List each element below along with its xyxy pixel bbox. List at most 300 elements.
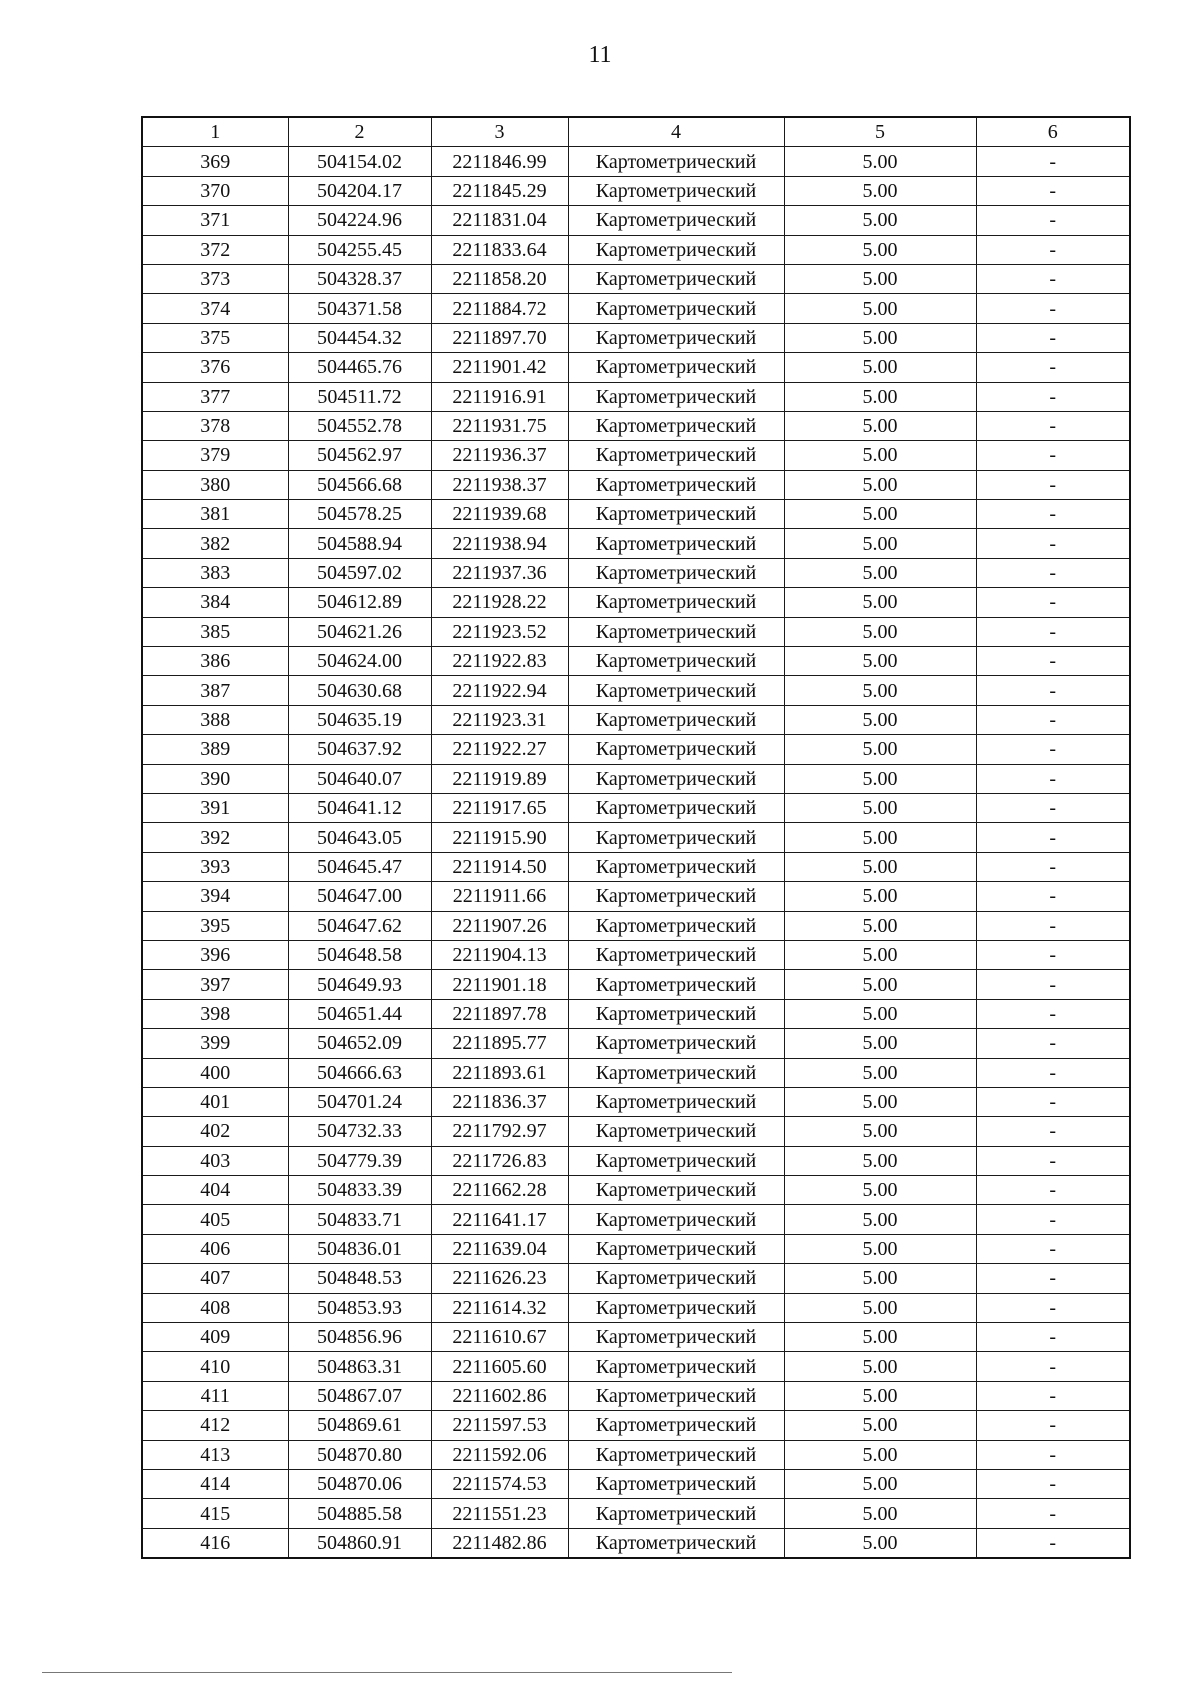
accuracy-cell: 5.00 xyxy=(784,176,976,205)
method-cell: Картометрический xyxy=(568,1323,784,1352)
point-number-cell: 395 xyxy=(142,911,288,940)
method-cell: Картометрический xyxy=(568,558,784,587)
description-cell: - xyxy=(976,529,1130,558)
point-number-cell: 389 xyxy=(142,735,288,764)
x-coordinate-cell: 504885.58 xyxy=(288,1499,431,1528)
table-row xyxy=(142,147,1130,176)
table-row xyxy=(142,1440,1130,1469)
method-cell: Картометрический xyxy=(568,382,784,411)
accuracy-cell: 5.00 xyxy=(784,823,976,852)
description-cell: - xyxy=(976,823,1130,852)
method-cell: Картометрический xyxy=(568,176,784,205)
method-cell: Картометрический xyxy=(568,1381,784,1410)
table-row xyxy=(142,999,1130,1028)
table-row xyxy=(142,529,1130,558)
point-number-cell: 392 xyxy=(142,823,288,852)
table-row xyxy=(142,1087,1130,1116)
table-row xyxy=(142,940,1130,969)
table-row xyxy=(142,852,1130,881)
table-row xyxy=(142,1499,1130,1528)
point-number-cell: 406 xyxy=(142,1234,288,1263)
x-coordinate-cell: 504647.00 xyxy=(288,882,431,911)
method-cell: Картометрический xyxy=(568,705,784,734)
method-cell: Картометрический xyxy=(568,1176,784,1205)
x-coordinate-cell: 504647.62 xyxy=(288,911,431,940)
table-row xyxy=(142,353,1130,382)
method-cell: Картометрический xyxy=(568,147,784,176)
description-cell: - xyxy=(976,882,1130,911)
y-coordinate-cell: 2211614.32 xyxy=(431,1293,568,1322)
point-number-cell: 390 xyxy=(142,764,288,793)
y-coordinate-cell: 2211937.36 xyxy=(431,558,568,587)
table-row xyxy=(142,1029,1130,1058)
y-coordinate-cell: 2211911.66 xyxy=(431,882,568,911)
accuracy-cell: 5.00 xyxy=(784,735,976,764)
description-cell: - xyxy=(976,1264,1130,1293)
table-row xyxy=(142,793,1130,822)
description-cell: - xyxy=(976,911,1130,940)
table-row xyxy=(142,264,1130,293)
table-row xyxy=(142,617,1130,646)
y-coordinate-cell: 2211904.13 xyxy=(431,940,568,969)
accuracy-cell: 5.00 xyxy=(784,1381,976,1410)
y-coordinate-cell: 2211923.52 xyxy=(431,617,568,646)
description-cell: - xyxy=(976,500,1130,529)
y-coordinate-cell: 2211662.28 xyxy=(431,1176,568,1205)
y-coordinate-cell: 2211897.78 xyxy=(431,999,568,1028)
point-number-cell: 398 xyxy=(142,999,288,1028)
description-cell: - xyxy=(976,1146,1130,1175)
y-coordinate-cell: 2211605.60 xyxy=(431,1352,568,1381)
table-row xyxy=(142,1117,1130,1146)
description-cell: - xyxy=(976,1176,1130,1205)
point-number-cell: 388 xyxy=(142,705,288,734)
point-number-cell: 387 xyxy=(142,676,288,705)
point-number-cell: 414 xyxy=(142,1469,288,1498)
table-row xyxy=(142,676,1130,705)
accuracy-cell: 5.00 xyxy=(784,294,976,323)
x-coordinate-cell: 504870.80 xyxy=(288,1440,431,1469)
y-coordinate-cell: 2211641.17 xyxy=(431,1205,568,1234)
x-coordinate-cell: 504371.58 xyxy=(288,294,431,323)
x-coordinate-cell: 504588.94 xyxy=(288,529,431,558)
column-header: 2 xyxy=(288,117,431,147)
table-row xyxy=(142,1058,1130,1087)
point-number-cell: 401 xyxy=(142,1087,288,1116)
table-row xyxy=(142,558,1130,587)
method-cell: Картометрический xyxy=(568,1469,784,1498)
description-cell: - xyxy=(976,999,1130,1028)
point-number-cell: 408 xyxy=(142,1293,288,1322)
table-row xyxy=(142,206,1130,235)
point-number-cell: 409 xyxy=(142,1323,288,1352)
accuracy-cell: 5.00 xyxy=(784,705,976,734)
point-number-cell: 412 xyxy=(142,1411,288,1440)
y-coordinate-cell: 2211893.61 xyxy=(431,1058,568,1087)
table-row xyxy=(142,1469,1130,1498)
x-coordinate-cell: 504779.39 xyxy=(288,1146,431,1175)
x-coordinate-cell: 504863.31 xyxy=(288,1352,431,1381)
accuracy-cell: 5.00 xyxy=(784,1117,976,1146)
y-coordinate-cell: 2211939.68 xyxy=(431,500,568,529)
y-coordinate-cell: 2211915.90 xyxy=(431,823,568,852)
description-cell: - xyxy=(976,206,1130,235)
accuracy-cell: 5.00 xyxy=(784,264,976,293)
description-cell: - xyxy=(976,1469,1130,1498)
description-cell: - xyxy=(976,1205,1130,1234)
x-coordinate-cell: 504848.53 xyxy=(288,1264,431,1293)
method-cell: Картометрический xyxy=(568,323,784,352)
accuracy-cell: 5.00 xyxy=(784,1205,976,1234)
method-cell: Картометрический xyxy=(568,823,784,852)
table-row xyxy=(142,705,1130,734)
y-coordinate-cell: 2211914.50 xyxy=(431,852,568,881)
accuracy-cell: 5.00 xyxy=(784,353,976,382)
accuracy-cell: 5.00 xyxy=(784,1058,976,1087)
table-row xyxy=(142,735,1130,764)
description-cell: - xyxy=(976,1087,1130,1116)
y-coordinate-cell: 2211922.27 xyxy=(431,735,568,764)
table-row xyxy=(142,1528,1130,1558)
description-cell: - xyxy=(976,1234,1130,1263)
y-coordinate-cell: 2211895.77 xyxy=(431,1029,568,1058)
table-row xyxy=(142,911,1130,940)
description-cell: - xyxy=(976,235,1130,264)
method-cell: Картометрический xyxy=(568,735,784,764)
y-coordinate-cell: 2211897.70 xyxy=(431,323,568,352)
description-cell: - xyxy=(976,353,1130,382)
method-cell: Картометрический xyxy=(568,1352,784,1381)
accuracy-cell: 5.00 xyxy=(784,647,976,676)
x-coordinate-cell: 504597.02 xyxy=(288,558,431,587)
coordinates-table xyxy=(141,116,1131,1559)
accuracy-cell: 5.00 xyxy=(784,1176,976,1205)
column-header: 3 xyxy=(431,117,568,147)
method-cell: Картометрический xyxy=(568,1411,784,1440)
point-number-cell: 394 xyxy=(142,882,288,911)
table-row xyxy=(142,441,1130,470)
accuracy-cell: 5.00 xyxy=(784,500,976,529)
x-coordinate-cell: 504552.78 xyxy=(288,411,431,440)
x-coordinate-cell: 504204.17 xyxy=(288,176,431,205)
point-number-cell: 377 xyxy=(142,382,288,411)
table-row xyxy=(142,647,1130,676)
y-coordinate-cell: 2211938.94 xyxy=(431,529,568,558)
method-cell: Картометрический xyxy=(568,617,784,646)
description-cell: - xyxy=(976,147,1130,176)
x-coordinate-cell: 504566.68 xyxy=(288,470,431,499)
table-row xyxy=(142,235,1130,264)
column-header: 4 xyxy=(568,117,784,147)
table-row xyxy=(142,323,1130,352)
accuracy-cell: 5.00 xyxy=(784,1323,976,1352)
y-coordinate-cell: 2211602.86 xyxy=(431,1381,568,1410)
accuracy-cell: 5.00 xyxy=(784,558,976,587)
method-cell: Картометрический xyxy=(568,1528,784,1558)
point-number-cell: 411 xyxy=(142,1381,288,1410)
method-cell: Картометрический xyxy=(568,1234,784,1263)
column-header: 5 xyxy=(784,117,976,147)
table-row xyxy=(142,1411,1130,1440)
method-cell: Картометрический xyxy=(568,676,784,705)
point-number-cell: 415 xyxy=(142,1499,288,1528)
y-coordinate-cell: 2211846.99 xyxy=(431,147,568,176)
point-number-cell: 382 xyxy=(142,529,288,558)
method-cell: Картометрический xyxy=(568,882,784,911)
point-number-cell: 372 xyxy=(142,235,288,264)
method-cell: Картометрический xyxy=(568,793,784,822)
table-row xyxy=(142,294,1130,323)
accuracy-cell: 5.00 xyxy=(784,147,976,176)
table-row xyxy=(142,1352,1130,1381)
x-coordinate-cell: 504666.63 xyxy=(288,1058,431,1087)
x-coordinate-cell: 504612.89 xyxy=(288,588,431,617)
y-coordinate-cell: 2211923.31 xyxy=(431,705,568,734)
point-number-cell: 402 xyxy=(142,1117,288,1146)
accuracy-cell: 5.00 xyxy=(784,1146,976,1175)
accuracy-cell: 5.00 xyxy=(784,999,976,1028)
table-row xyxy=(142,1381,1130,1410)
x-coordinate-cell: 504578.25 xyxy=(288,500,431,529)
table-body xyxy=(142,147,1130,1558)
x-coordinate-cell: 504652.09 xyxy=(288,1029,431,1058)
table-row xyxy=(142,470,1130,499)
x-coordinate-cell: 504701.24 xyxy=(288,1087,431,1116)
accuracy-cell: 5.00 xyxy=(784,1029,976,1058)
point-number-cell: 410 xyxy=(142,1352,288,1381)
point-number-cell: 376 xyxy=(142,353,288,382)
description-cell: - xyxy=(976,676,1130,705)
accuracy-cell: 5.00 xyxy=(784,1264,976,1293)
table-row xyxy=(142,411,1130,440)
y-coordinate-cell: 2211626.23 xyxy=(431,1264,568,1293)
x-coordinate-cell: 504454.32 xyxy=(288,323,431,352)
point-number-cell: 391 xyxy=(142,793,288,822)
description-cell: - xyxy=(976,1440,1130,1469)
method-cell: Картометрический xyxy=(568,970,784,999)
accuracy-cell: 5.00 xyxy=(784,1440,976,1469)
column-header: 6 xyxy=(976,117,1130,147)
x-coordinate-cell: 504465.76 xyxy=(288,353,431,382)
description-cell: - xyxy=(976,1499,1130,1528)
point-number-cell: 378 xyxy=(142,411,288,440)
method-cell: Картометрический xyxy=(568,588,784,617)
description-cell: - xyxy=(976,323,1130,352)
y-coordinate-cell: 2211831.04 xyxy=(431,206,568,235)
accuracy-cell: 5.00 xyxy=(784,411,976,440)
description-cell: - xyxy=(976,1381,1130,1410)
table-row xyxy=(142,500,1130,529)
point-number-cell: 404 xyxy=(142,1176,288,1205)
y-coordinate-cell: 2211610.67 xyxy=(431,1323,568,1352)
y-coordinate-cell: 2211919.89 xyxy=(431,764,568,793)
table-row xyxy=(142,882,1130,911)
x-coordinate-cell: 504860.91 xyxy=(288,1528,431,1558)
method-cell: Картометрический xyxy=(568,1117,784,1146)
x-coordinate-cell: 504630.68 xyxy=(288,676,431,705)
accuracy-cell: 5.00 xyxy=(784,764,976,793)
point-number-cell: 384 xyxy=(142,588,288,617)
y-coordinate-cell: 2211592.06 xyxy=(431,1440,568,1469)
method-cell: Картометрический xyxy=(568,1440,784,1469)
x-coordinate-cell: 504637.92 xyxy=(288,735,431,764)
footer-rule xyxy=(42,1672,732,1673)
accuracy-cell: 5.00 xyxy=(784,970,976,999)
x-coordinate-cell: 504562.97 xyxy=(288,441,431,470)
y-coordinate-cell: 2211482.86 xyxy=(431,1528,568,1558)
accuracy-cell: 5.00 xyxy=(784,1293,976,1322)
y-coordinate-cell: 2211907.26 xyxy=(431,911,568,940)
x-coordinate-cell: 504641.12 xyxy=(288,793,431,822)
method-cell: Картометрический xyxy=(568,999,784,1028)
y-coordinate-cell: 2211845.29 xyxy=(431,176,568,205)
accuracy-cell: 5.00 xyxy=(784,441,976,470)
description-cell: - xyxy=(976,470,1130,499)
description-cell: - xyxy=(976,1323,1130,1352)
table-row xyxy=(142,1146,1130,1175)
accuracy-cell: 5.00 xyxy=(784,940,976,969)
method-cell: Картометрический xyxy=(568,529,784,558)
point-number-cell: 385 xyxy=(142,617,288,646)
x-coordinate-cell: 504869.61 xyxy=(288,1411,431,1440)
y-coordinate-cell: 2211938.37 xyxy=(431,470,568,499)
accuracy-cell: 5.00 xyxy=(784,617,976,646)
accuracy-cell: 5.00 xyxy=(784,529,976,558)
table-row xyxy=(142,823,1130,852)
accuracy-cell: 5.00 xyxy=(784,676,976,705)
column-header: 1 xyxy=(142,117,288,147)
accuracy-cell: 5.00 xyxy=(784,235,976,264)
point-number-cell: 405 xyxy=(142,1205,288,1234)
accuracy-cell: 5.00 xyxy=(784,1087,976,1116)
accuracy-cell: 5.00 xyxy=(784,1352,976,1381)
accuracy-cell: 5.00 xyxy=(784,470,976,499)
method-cell: Картометрический xyxy=(568,911,784,940)
method-cell: Картометрический xyxy=(568,1499,784,1528)
x-coordinate-cell: 504833.39 xyxy=(288,1176,431,1205)
point-number-cell: 379 xyxy=(142,441,288,470)
method-cell: Картометрический xyxy=(568,940,784,969)
accuracy-cell: 5.00 xyxy=(784,793,976,822)
description-cell: - xyxy=(976,793,1130,822)
table-row xyxy=(142,588,1130,617)
y-coordinate-cell: 2211901.42 xyxy=(431,353,568,382)
accuracy-cell: 5.00 xyxy=(784,1234,976,1263)
point-number-cell: 393 xyxy=(142,852,288,881)
method-cell: Картометрический xyxy=(568,1087,784,1116)
method-cell: Картометрический xyxy=(568,470,784,499)
description-cell: - xyxy=(976,940,1130,969)
table-row xyxy=(142,1264,1130,1293)
method-cell: Картометрический xyxy=(568,1205,784,1234)
description-cell: - xyxy=(976,1117,1130,1146)
y-coordinate-cell: 2211931.75 xyxy=(431,411,568,440)
description-cell: - xyxy=(976,588,1130,617)
description-cell: - xyxy=(976,647,1130,676)
method-cell: Картометрический xyxy=(568,1293,784,1322)
method-cell: Картометрический xyxy=(568,411,784,440)
point-number-cell: 396 xyxy=(142,940,288,969)
description-cell: - xyxy=(976,176,1130,205)
point-number-cell: 374 xyxy=(142,294,288,323)
table-row xyxy=(142,176,1130,205)
method-cell: Картометрический xyxy=(568,235,784,264)
point-number-cell: 403 xyxy=(142,1146,288,1175)
point-number-cell: 397 xyxy=(142,970,288,999)
method-cell: Картометрический xyxy=(568,647,784,676)
y-coordinate-cell: 2211551.23 xyxy=(431,1499,568,1528)
accuracy-cell: 5.00 xyxy=(784,1411,976,1440)
point-number-cell: 369 xyxy=(142,147,288,176)
point-number-cell: 399 xyxy=(142,1029,288,1058)
x-coordinate-cell: 504836.01 xyxy=(288,1234,431,1263)
y-coordinate-cell: 2211597.53 xyxy=(431,1411,568,1440)
method-cell: Картометрический xyxy=(568,1146,784,1175)
x-coordinate-cell: 504635.19 xyxy=(288,705,431,734)
table-header-row xyxy=(142,117,1130,147)
x-coordinate-cell: 504853.93 xyxy=(288,1293,431,1322)
method-cell: Картометрический xyxy=(568,294,784,323)
method-cell: Картометрический xyxy=(568,441,784,470)
description-cell: - xyxy=(976,1352,1130,1381)
accuracy-cell: 5.00 xyxy=(784,588,976,617)
point-number-cell: 400 xyxy=(142,1058,288,1087)
point-number-cell: 381 xyxy=(142,500,288,529)
x-coordinate-cell: 504867.07 xyxy=(288,1381,431,1410)
accuracy-cell: 5.00 xyxy=(784,382,976,411)
method-cell: Картометрический xyxy=(568,206,784,235)
accuracy-cell: 5.00 xyxy=(784,323,976,352)
description-cell: - xyxy=(976,1029,1130,1058)
x-coordinate-cell: 504328.37 xyxy=(288,264,431,293)
x-coordinate-cell: 504154.02 xyxy=(288,147,431,176)
x-coordinate-cell: 504621.26 xyxy=(288,617,431,646)
method-cell: Картометрический xyxy=(568,852,784,881)
accuracy-cell: 5.00 xyxy=(784,1499,976,1528)
x-coordinate-cell: 504511.72 xyxy=(288,382,431,411)
point-number-cell: 371 xyxy=(142,206,288,235)
description-cell: - xyxy=(976,1058,1130,1087)
method-cell: Картометрический xyxy=(568,264,784,293)
x-coordinate-cell: 504643.05 xyxy=(288,823,431,852)
y-coordinate-cell: 2211928.22 xyxy=(431,588,568,617)
description-cell: - xyxy=(976,294,1130,323)
method-cell: Картометрический xyxy=(568,1058,784,1087)
description-cell: - xyxy=(976,1411,1130,1440)
method-cell: Картометрический xyxy=(568,353,784,382)
point-number-cell: 407 xyxy=(142,1264,288,1293)
method-cell: Картометрический xyxy=(568,500,784,529)
accuracy-cell: 5.00 xyxy=(784,882,976,911)
x-coordinate-cell: 504640.07 xyxy=(288,764,431,793)
y-coordinate-cell: 2211726.83 xyxy=(431,1146,568,1175)
description-cell: - xyxy=(976,617,1130,646)
x-coordinate-cell: 504645.47 xyxy=(288,852,431,881)
accuracy-cell: 5.00 xyxy=(784,1469,976,1498)
table-row xyxy=(142,1323,1130,1352)
method-cell: Картометрический xyxy=(568,1029,784,1058)
accuracy-cell: 5.00 xyxy=(784,206,976,235)
description-cell: - xyxy=(976,558,1130,587)
table-row xyxy=(142,1293,1130,1322)
x-coordinate-cell: 504649.93 xyxy=(288,970,431,999)
table-row xyxy=(142,970,1130,999)
description-cell: - xyxy=(976,735,1130,764)
description-cell: - xyxy=(976,852,1130,881)
y-coordinate-cell: 2211833.64 xyxy=(431,235,568,264)
y-coordinate-cell: 2211792.97 xyxy=(431,1117,568,1146)
y-coordinate-cell: 2211884.72 xyxy=(431,294,568,323)
